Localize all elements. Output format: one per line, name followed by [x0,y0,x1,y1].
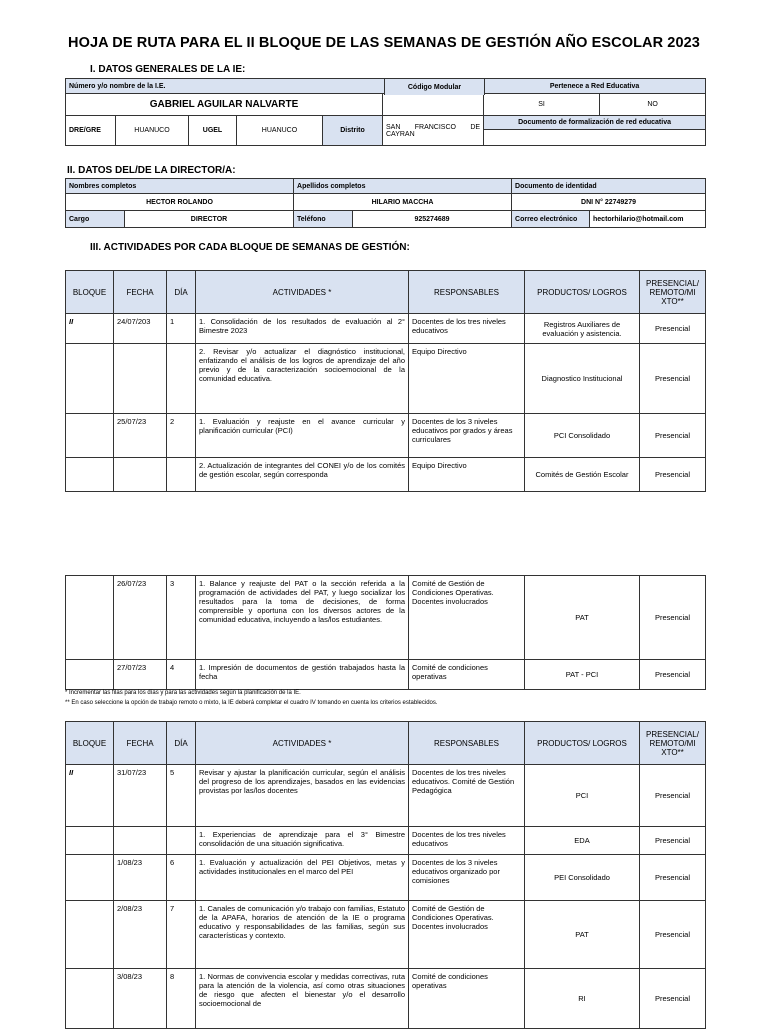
telefono-label: Teléfono [294,211,353,228]
ugel-value: HUANUCO [237,116,323,146]
doc-red-label: Documento de formalización de red educativa [484,116,706,130]
cell-bloque [66,660,114,690]
cell-producto: PAT [525,576,640,660]
cell-dia: 6 [167,855,196,901]
dni-value: DNI N° 22749279 [512,194,706,211]
cell-fecha [114,827,167,855]
table-row [66,901,706,969]
correo-value: hectorhilario@hotmail.com [590,211,706,228]
cell-modalidad: Presencial [640,765,706,827]
cell-producto: Registros Auxiliares de evaluación y asistencia. [525,314,640,344]
activities-table-3 [65,721,706,1029]
table-row [66,414,706,458]
col-productos: PRODUCTOS/ LOGROS [525,271,640,314]
table-row [66,660,706,690]
col-dia: DÍA [167,271,196,314]
cell-modalidad: Presencial [640,901,706,969]
codigo-header: Código Modular [384,78,485,95]
cargo-value: DIRECTOR [125,211,294,228]
cell-actividad: 1. Canales de comunicación y/o trabajo con familias, Estatuto de la APAFA, horarios de atención de la IE o programa educativo y responsabilidades de las familias, según sus características y contexto. [196,901,409,969]
cell-dia: 1 [167,314,196,344]
distrito-value: SAN FRANCISCO DE CAYRAN [383,116,484,146]
cell-actividad: Revisar y ajustar la planificación curricular, según el análisis del progreso de los aprendizajes, basados en las evidencias provistas por las/los docentes [196,765,409,827]
ie-name: GABRIEL AGUILAR NALVARTE [66,94,383,116]
cell-producto: Comités de Gestión Escolar [525,458,640,492]
col-responsables: RESPONSABLES [409,722,525,765]
cell-fecha: 3/08/23 [114,969,167,1029]
col-bloque: BLOQUE [66,271,114,314]
cell-dia [167,458,196,492]
cell-actividad: 1. Impresión de documentos de gestión trabajados hasta la fecha [196,660,409,690]
cargo-label: Cargo [66,211,125,228]
cell-fecha: 27/07/23 [114,660,167,690]
table-row [66,827,706,855]
col-actividades: ACTIVIDADES * [196,271,409,314]
nombres-header: Nombres completos [66,179,294,194]
col-modalidad: PRESENCIAL/ REMOTO/MI XTO** [640,271,706,314]
ie-name-header: Número y/o nombre de la I.E. [66,79,484,94]
apellidos-header: Apellidos completos [294,179,512,194]
section-2-label: II. DATOS DEL/DE LA DIRECTOR/A: [67,165,236,176]
nombres-value: HECTOR ROLANDO [66,194,294,211]
table-row [66,314,706,344]
cell-producto: EDA [525,827,640,855]
cell-responsables: Comité de condiciones operativas [409,969,525,1029]
doc-red-value [484,130,706,146]
cell-fecha [114,458,167,492]
cell-actividad: 1. Balance y reajuste del PAT o la sección referida a la programación de actividades del PAT, y luego socializar los resultados para la toma de decisiones, de forma comprensible y oportuna con los diversos actores de la comunidad educativa, incluyendo a las/los estudiantes. [196,576,409,660]
table-row [66,576,706,660]
cell-actividad: 1. Consolidación de los resultados de evaluación al 2° Bimestre 2023 [196,314,409,344]
cell-bloque [66,344,114,414]
cell-bloque: II [66,765,114,827]
telefono-value: 925274689 [353,211,512,228]
col-fecha: FECHA [114,722,167,765]
cell-bloque [66,855,114,901]
cell-producto: PCI [525,765,640,827]
cell-responsables: Docentes de los tres niveles educativos [409,314,525,344]
page-title: HOJA DE RUTA PARA EL II BLOQUE DE LAS SEMANAS DE GESTIÓN AÑO ESCOLAR 2023 [68,35,700,51]
cell-responsables: Docentes de los 3 niveles educativos organizado por comisiones [409,855,525,901]
cell-modalidad: Presencial [640,827,706,855]
cell-bloque [66,901,114,969]
cell-fecha [114,344,167,414]
dre-label: DRE/GRE [66,116,116,146]
col-actividades: ACTIVIDADES * [196,722,409,765]
red-header: Pertenece a Red Educativa [484,79,706,94]
apellidos-value: HILARIO MACCHA [294,194,512,211]
table-row [66,344,706,414]
cell-responsables: Docentes de los tres niveles educativos. Comité de Gestión Pedagógica [409,765,525,827]
cell-fecha: 25/07/23 [114,414,167,458]
col-bloque: BLOQUE [66,722,114,765]
cell-dia: 4 [167,660,196,690]
table-row [66,458,706,492]
cell-responsables: Equipo Directivo [409,344,525,414]
cell-producto: RI [525,969,640,1029]
correo-label: Correo electrónico [512,211,590,228]
doc-header: Documento de identidad [512,179,706,194]
cell-modalidad: Presencial [640,660,706,690]
note-2: ** En caso seleccione la opción de trabajo remoto o mixto, la IE deberá completar el cuadro IV tomando en cuenta los criterios establecidos. [65,700,438,706]
cell-fecha: 26/07/23 [114,576,167,660]
col-productos: PRODUCTOS/ LOGROS [525,722,640,765]
cell-fecha: 2/08/23 [114,901,167,969]
cell-dia [167,827,196,855]
cell-fecha: 1/08/23 [114,855,167,901]
distrito-label: Distrito [323,116,383,146]
note-1: * Incrementar las filas para los días y para las actividades según la planificación de la IE. [65,690,301,696]
cell-actividad: 1. Evaluación y actualización del PEI Objetivos, metas y actividades institucionales en el marco del PEI [196,855,409,901]
cell-bloque: II [66,314,114,344]
codigo-modular-value [383,94,484,116]
cell-dia: 7 [167,901,196,969]
cell-responsables: Equipo Directivo [409,458,525,492]
table-row [66,765,706,827]
cell-producto: PCI Consolidado [525,414,640,458]
col-responsables: RESPONSABLES [409,271,525,314]
cell-producto: PEI Consolidado [525,855,640,901]
cell-modalidad: Presencial [640,414,706,458]
red-no: NO [600,94,706,116]
cell-producto: PAT [525,901,640,969]
cell-modalidad: Presencial [640,344,706,414]
cell-bloque [66,969,114,1029]
table-row [66,969,706,1029]
cell-dia: 2 [167,414,196,458]
cell-modalidad: Presencial [640,576,706,660]
cell-responsables: Comité de Gestión de Condiciones Operativas. Docentes involucrados [409,576,525,660]
cell-bloque [66,576,114,660]
cell-dia [167,344,196,414]
cell-responsables: Docentes de los 3 niveles educativos por grados y áreas curriculares [409,414,525,458]
cell-producto: PAT - PCI [525,660,640,690]
cell-bloque [66,827,114,855]
cell-dia: 3 [167,576,196,660]
activities-table-2 [65,575,706,690]
cell-actividad: 2. Actualización de integrantes del CONEI y/o de los comités de gestión escolar, según corresponda [196,458,409,492]
cell-modalidad: Presencial [640,855,706,901]
col-fecha: FECHA [114,271,167,314]
activities-table-1 [65,270,706,492]
cell-modalidad: Presencial [640,969,706,1029]
col-dia: DÍA [167,722,196,765]
cell-actividad: 1. Evaluación y reajuste en el avance curricular y planificación curricular (PCI) [196,414,409,458]
cell-fecha: 24/07/203 [114,314,167,344]
ugel-label: UGEL [189,116,237,146]
col-modalidad: PRESENCIAL/ REMOTO/MI XTO** [640,722,706,765]
cell-producto: Diagnostico Institucional [525,344,640,414]
cell-actividad: 1. Experiencias de aprendizaje para el 3° Bimestre consolidación de una situación significativa. [196,827,409,855]
section-3-label: III. ACTIVIDADES POR CADA BLOQUE DE SEMANAS DE GESTIÓN: [90,242,410,253]
cell-bloque [66,414,114,458]
cell-fecha: 31/07/23 [114,765,167,827]
cell-responsables: Comité de condiciones operativas [409,660,525,690]
cell-dia: 5 [167,765,196,827]
cell-responsables: Docentes de los tres niveles educativos [409,827,525,855]
cell-responsables: Comité de Gestión de Condiciones Operativas. Docentes involucrados [409,901,525,969]
cell-actividad: 1. Normas de convivencia escolar y medidas correctivas, ruta para la atención de la violencia, así como otras situaciones de riesgo que afecten el bienestar y/o el desarrollo socioemocional de [196,969,409,1029]
cell-modalidad: Presencial [640,458,706,492]
section-1-label: I. DATOS GENERALES DE LA IE: [90,64,246,75]
cell-actividad: 2. Revisar y/o actualizar el diagnóstico institucional, enfatizando el análisis de los logros de aprendizaje del año previo y de la caracterización socioemocional de la comunidad educativa. [196,344,409,414]
red-si: SI [484,94,600,116]
cell-dia: 8 [167,969,196,1029]
director-table [65,178,706,228]
dre-value: HUANUCO [116,116,189,146]
cell-bloque [66,458,114,492]
cell-modalidad: Presencial [640,314,706,344]
table-row [66,855,706,901]
